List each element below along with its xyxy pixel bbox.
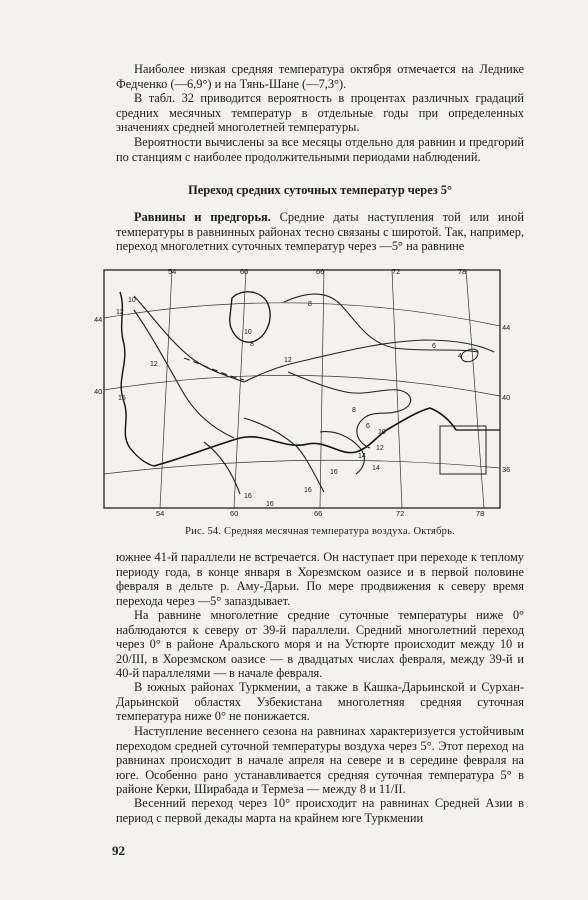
isotherm-label: 8 (308, 301, 312, 308)
isotherm-label: 10 (128, 297, 136, 304)
longitude-label: 66 (316, 267, 325, 276)
isotherm-label: 12 (284, 357, 292, 364)
longitude-label: 72 (392, 267, 401, 276)
isotherm-label: 6 (432, 343, 436, 350)
paragraph-5: На равнине многолетние средние суточные температуры ниже 0° наблюдаются к северу от 39-й параллели. Средний многолетний переход через 0° в районе Аральского моря и на Устюрте происходит между 10 и 20/III, в Хорезмском оазисе — в двадцатых числах февраля, между 39-й и 40-й параллелями — в начале февраля. (116, 608, 524, 681)
paragraph-1: Наиболее низкая средняя температура октября отмечается на Леднике Федченко (—6,9°) и на Тянь-Шане (—7,3°). (116, 62, 524, 91)
paragraph-8: Весенний переход через 10° происходит на равнинах Средней Азии в период с первой декады марта на крайнем юге Туркмении (116, 796, 524, 825)
runin-heading: Равнины и предгорья. (134, 210, 271, 224)
paragraph-section-intro (116, 210, 524, 254)
section-intro-text: Средние даты наступления той или иной температуры в равнинных районах тесно связаны с широтой. Так, например, переход многолетних суточных температур через —5° на равнине (116, 210, 524, 254)
longitude-label: 78 (476, 509, 485, 518)
longitude-label: 66 (314, 509, 323, 518)
isotherm-label: 16 (244, 493, 252, 500)
isotherm-10 (134, 296, 244, 382)
longitude-label: 54 (168, 267, 177, 276)
isotherm-label: 6 (366, 423, 370, 430)
isotherm-8 (284, 294, 478, 352)
latitude-label: 40 (94, 387, 103, 396)
isotherm-label: 4 (458, 353, 462, 360)
isotherm-label: 12 (376, 445, 384, 452)
map-frame (104, 270, 500, 508)
latitude-label: 40 (502, 393, 511, 402)
isotherm-12 (134, 310, 234, 438)
isotherm-16 (244, 418, 324, 492)
isotherm-label: 10 (244, 329, 252, 336)
isotherm-label: 14 (358, 453, 366, 460)
paragraph-continued: южнее 41-й параллели не встречается. Он наступает при переходе к теплому периоду года, в конце января в Хорезмском оазисе и в первой половине февраля в дельте р. Аму-Дарьи. По мере продвижения к северу время перехода через —5° запаздывает. (116, 550, 524, 608)
figure-caption: Рис. 54. Средняя месячная температура воздуха. Октябрь. (185, 526, 455, 537)
isotherm-label: 14 (372, 465, 380, 472)
latitude-label: 44 (502, 323, 511, 332)
meridian-66 (320, 270, 324, 508)
meridian-60 (234, 270, 246, 508)
longitude-label: 60 (240, 267, 249, 276)
parallel-40 (104, 375, 500, 396)
isotherm-16b (204, 442, 240, 494)
isotherm-label: 16 (266, 501, 274, 508)
parallel-44 (104, 303, 500, 326)
section-heading: Переход средних суточных температур через 5° (188, 183, 452, 197)
meridian-78 (466, 270, 484, 508)
isotherm-label: 12 (116, 309, 124, 316)
latitude-label: 36 (502, 465, 511, 474)
parallel-36 (104, 460, 500, 474)
isotherm-label: 15 (118, 395, 126, 402)
isotherm-label: 8 (352, 407, 356, 414)
longitude-label: 72 (396, 509, 405, 518)
isotherm-label: 8 (250, 341, 254, 348)
paragraph-6: В южных районах Туркмении, а также в Кашка-Дарьинской и Сурхан-Дарьинской областях Узбекистана многолетняя средняя суточная температура ниже 0° не понижается. (116, 680, 524, 724)
isotherm-label: 16 (330, 469, 338, 476)
isotherm-label: 12 (150, 361, 158, 368)
longitude-label: 54 (156, 509, 165, 518)
isotherm-label: 16 (304, 487, 312, 494)
paragraph-2: В табл. 32 приводится вероятность в процентах различных градаций средних месячных температур в отдельные годы при определенных значениях средней многолетней температуры. (116, 91, 524, 135)
isotherm-label: 10 (378, 429, 386, 436)
caspian-coastline (120, 292, 154, 466)
page-number: 92 (112, 843, 125, 858)
inset-box (440, 426, 486, 474)
longitude-label: 60 (230, 509, 239, 518)
paragraph-3: Вероятности вычислены за все месяцы отдельно для равнин и предгорий по станциям с наиболее продолжительными периодами наблюдений. (116, 135, 524, 164)
isotherm-map (94, 262, 522, 522)
meridian-54 (160, 270, 172, 508)
latitude-label: 44 (94, 315, 103, 324)
paragraph-7: Наступление весеннего сезона на равнинах характеризуется устойчивым переходом средней суточной температуры воздуха через 5°. Этот переход на равнинах происходит в начале апреля на севере и в середине февраля на юге. Особенно рано устанавливается средняя суточная температура 5° в районе Керки, Ширабада и Термеза — между 8 и 11/II. (116, 724, 524, 797)
meridian-72 (392, 270, 402, 508)
isotherm-mountain (288, 372, 411, 448)
longitude-label: 78 (458, 267, 467, 276)
